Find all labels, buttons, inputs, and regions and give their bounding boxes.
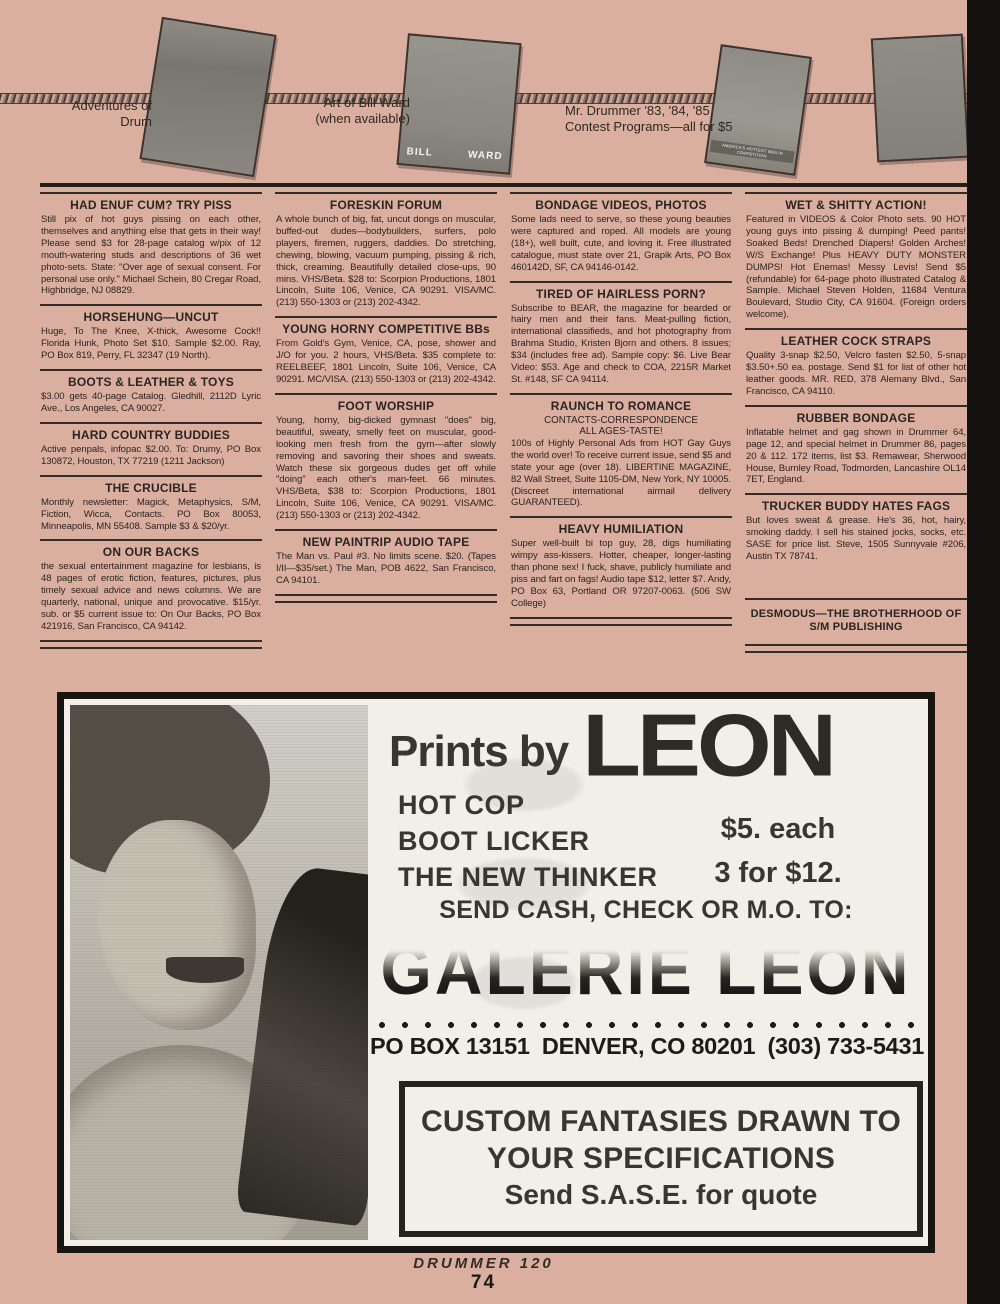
classifieds-grid [40,192,967,653]
print-title: HOT COP [398,790,525,820]
custom-fantasies-line: CUSTOM FANTASIES DRAWN TO [420,1105,902,1138]
ad-title: NEW PAINTRIP AUDIO TAPE [302,535,470,550]
classified-ad [275,529,497,594]
classified-ad [745,328,967,405]
classified-ad [510,516,732,616]
ad-body: Still pix of hot guys pissing on each other, themselves and anything else that gets in their way! Please send $3 for 28-page catalog w/pix of 12 mouth-watering studs and descriptions of 36 wet photo-sets. State: "Over age of sexual consent. For personal use only." Michael Schein, 80 Cregar Road, Highbridge, NJ 08829. [41,214,261,297]
ad-title: TIRED OF HAIRLESS PORN? [536,286,706,301]
classified-ad [40,539,262,639]
classified-ad [510,281,732,393]
desmodus-line: S/M PUBLISHING [809,621,903,634]
print-title-list [398,787,658,895]
ad-title: RAUNCH TO ROMANCE [550,398,692,413]
classifieds-column-4 [745,192,967,653]
ad-title: THE CRUCIBLE [105,480,197,495]
ad-body: Young, horny, big-dicked gymnast "does" big, beautiful, sweaty, smelly feet on muscular, good-looking men fresh from the gym—after slowly removing and savoring their shoes and sweats. Watch these six gorgeous dudes get off while "doing" each other's man-feet. 66 minutes. VHS/Beta, $38 to: Scorpion Productions, 1801 Lincoln, Suite 106, Venice, CA 90291. VISA/MC. (213) 550-1303 or (213) 202-4342. [276,414,496,522]
classified-ad [510,393,732,516]
classified-ad [40,192,262,304]
ad-title: HARD COUNTRY BUDDIES [71,427,230,442]
ad-body: $3.00 gets 40-page Catalog. Gledhill, 2112D Lyric Ave., Los Angeles, CA 90027. [41,391,261,414]
footer-page-number: 74 [470,1272,497,1293]
classified-ad [275,192,497,316]
ad-body: Subscribe to BEAR, the magazine for bearded or hairy men and their fans. Meat-pulling fiction, international classifieds, and hot photography from Brahma Studio, Kristen Bjorn and others. 8 issues; $34 (includes free ad). Sample copy: $6. Live Bear Video: $53. Age and check to COA, 2215R Market St. #148, SF CA 94114. [511,302,731,385]
price-each: $5. each [720,813,836,845]
phone-number: (303) 733-5431 [767,1033,924,1059]
ad-title: TRUCKER BUDDY HATES FAGS [761,499,951,514]
ad-body: the sexual entertainment magazine for lesbians, is 48 pages of erotic fiction, features, pictures, plus timely sexual advice and news columns. We are quarterly, national, unique and provocative. $15/yr. sub. or $5 current issue to: On Our Backs, PO Box 421916, San Francisco, CA 94142. [41,561,261,632]
classified-ad [275,393,497,529]
ad-body: Super well-built bi top guy, 28, digs humiliating wimpy ass-kissers. Hotter, cheaper, longer-lasting than phone sex! I fuck, shave, publicly humiliate and piss and fart on fags! Audio tape $12, letter $7. Andy, PO Box 63, Portland OR 97207-0063. (506 SW College) [511,538,731,609]
ad-subtitle: CONTACTS-CORRESPONDENCE [544,414,698,426]
ad-body: Some lads need to serve, so these young beauties were captured and roped. All models are young (18+), well built, cute, and loving it. Free illustrated catalogue, must state over 21, Grapik Arts, PO Box 460142D, SF, CA 94146-0142. [511,214,731,273]
classified-ad [745,192,967,328]
leon-logo: LEON [582,696,833,795]
ad-body: Monthly newsletter: Magick, Metaphysics, S/M, Fiction, Wicca, Contacts. PO Box 80053, Minneapolis, MN 55408. Sample $3 & $20/yr. [41,496,261,532]
bill-ward-cover-caption-left: BILL [406,146,434,159]
ad-body: The Man vs. Paul #3. No limits scene. $20. (Tapes I/II—$35/set.) The Man, POB 4622, San Francisco, CA 94101. [276,551,496,586]
magazine-cover-bill-ward-thumb [396,33,521,174]
ad-title: BOOTS & LEATHER & TOYS [68,375,234,390]
price-block [653,807,903,895]
custom-fantasies-line: Send S.A.S.E. for quote [504,1179,818,1210]
bill-ward-cover-caption-right: WARD [467,149,504,163]
dotted-rule [372,1021,920,1029]
galerie-leon-logo: GALERIE LEON [364,935,928,1004]
ad-body: Huge, To The Knee, X-thick, Awesome Cock!! Florida Hunk, Photo Set $10. Sample $2.00. Ray, PO Box 819, Perry, FL 32347 (19 North). [41,326,261,362]
ad-title: YOUNG HORNY COMPETITIVE BBs [282,322,490,337]
scan-edge-strip [967,0,1000,1304]
ad-subtitle: ALL AGES-TASTE! [579,426,663,438]
ad-body: From Gold's Gym, Venice, CA, pose, shower and J/O for you. 2 hours, VHS/Beta. $35 complete to: REELBEEF, 1801 Lincoln, Suite 106, Venice, CA 90291. MC/VISA. (213) 550-1303 or (213) 202-4342. [276,338,496,385]
custom-fantasies-box [399,1081,923,1237]
classified-ad [40,475,262,540]
contest-cover-caption: AMERICA'S HOTTEST MEN IN COMPETITION [710,140,795,164]
banner-label-art-of-bill-ward: Art of Bill Ward (when available) [315,95,410,126]
ad-title: HAD ENUF CUM? TRY PISS [70,198,232,212]
banner-label-mr-drummer-programs: Mr. Drummer '83, '84, '85 Contest Programs—all for $5 [565,103,733,134]
column-end-rule [40,640,262,649]
photo-halftone-overlay [70,705,368,1240]
ad-title: WET & SHITTY ACTION! [785,198,927,212]
ad-body: Featured in VIDEOS & Color Photo sets. 90 HOT young guys into pissing & dumping! Peed pants! Soaked Beds! Drenched Diapers! Golden Arches! W/S Exchange! Plus HEAVY DUTY MONSTER DUMPS! Hot Enemas! Messy Levis! Send $5 (refundable) for 64-page photo illustrated Catalog & Sample. Michael Steven Holden, 11684 Ventura Boulevard, Studio City, CA 91604. (Foreign orders welcome). [746,214,966,321]
ad-title: HEAVY HUMILIATION [558,522,684,537]
print-title: THE NEW THINKER [398,862,658,892]
banner-label-adventures-of-drum: Adventures of Drum [71,98,152,129]
ad-title: HORSEHUNG—UNCUT [83,310,219,325]
ad-body: Inflatable helmet and gag shown in Drummer 64, page 12, and special helmet in Drummer 86, pages 20 & 112. 172 items, list $3. Remawear, Sherwood House, Burnley Road, Todmorden, Lancashire OL14 7ET, England. [746,426,966,486]
custom-fantasies-line: YOUR SPECIFICATIONS [486,1142,836,1175]
print-title: BOOT LICKER [398,826,590,856]
column-end-rule [275,594,497,603]
section-divider-rule [40,183,967,187]
ad-title: BONDAGE VIDEOS, PHOTOS [535,198,707,212]
leon-prints-ad [57,692,935,1253]
ad-body: Quality 3-snap $2.50, Velcro fasten $2.50, 5-snap $3.50+.50 ea. postage. Send $1 for list of other hot leather goods. MR. RED, 378 Alemany Blvd., San Francisco, CA 94110. [746,350,966,397]
send-instruction: SEND CASH, CHECK OR M.O. TO: [439,896,853,924]
ad-headline [389,696,833,795]
classified-ad [510,192,732,281]
ad-title: LEATHER COCK STRAPS [780,334,932,349]
ad-body: A whole bunch of big, fat, uncut dongs on muscular, buffed-out dudes—bodybuilders, surfers, polo players, firemen, ruggers, daddies. Do stretching, chewing, blowing, vacuum pumping, pissing & rich, thick, creaming. Beautifully detailed close-ups, 90 mins. VHS/Beta. $28 to: Scorpion Productions, 1801 Lincoln, Suite 106, Venice, CA 90291. VISA/MC. (213) 550-1303 or (213) 202-4342. [276,214,496,309]
classified-ad [275,316,497,393]
classified-ad [40,304,262,369]
desmodus-line: DESMODUS—THE BROTHERHOOD OF [750,607,962,620]
classified-ad [40,422,262,475]
classified-ad [745,405,967,494]
magazine-cover-harness-thumb [871,34,969,163]
classifieds-column-2 [275,192,497,653]
ad-title: RUBBER BONDAGE [796,410,916,425]
prints-by-label: Prints by [389,727,569,776]
classifieds-column-1 [40,192,262,653]
ad-title: FORESKIN FORUM [329,198,443,212]
address-row [370,1033,924,1060]
classified-ad [745,493,967,570]
ad-body: But loves sweat & grease. He's 36, hot, hairy, smoking daddy. I sell his stained jocks, socks, etc. SASE for price list. Steve, 1505 Sunnyvale #206, Austin TX 78741. [746,515,966,563]
po-box: PO BOX 13151 [370,1033,530,1059]
magazine-cover-drum-thumb [139,17,276,177]
ad-body: 100s of Highly Personal Ads from HOT Gay Guys the world over! To receive current issue, send $5 and state your age (over 18). LIBERTINE MAGAZINE, 82 Wall Street, Suite 1105-DM, New York, NY 10005. (Discreet international airmail delivery GUARANTEED). [511,437,731,509]
price-bundle: 3 for $12. [714,857,842,889]
desmodus-note [745,598,967,644]
classifieds-column-3 [510,192,732,653]
page-footer [0,1255,967,1294]
footer-magazine-title: DRUMMER 120 [413,1255,554,1272]
column-end-rule [745,644,967,653]
city-state-zip: DENVER, CO 80201 [541,1033,756,1059]
column-end-rule [510,617,732,626]
ad-body: Active penpals, infopac $2.00. To: Drumy, PO Box 130872, Houston, TX 77219 (1211 Jackson) [41,443,261,467]
leon-ad-photo [70,705,368,1240]
ad-title: ON OUR BACKS [102,545,200,560]
ad-title: FOOT WORSHIP [337,398,435,413]
classified-ad [40,369,262,422]
